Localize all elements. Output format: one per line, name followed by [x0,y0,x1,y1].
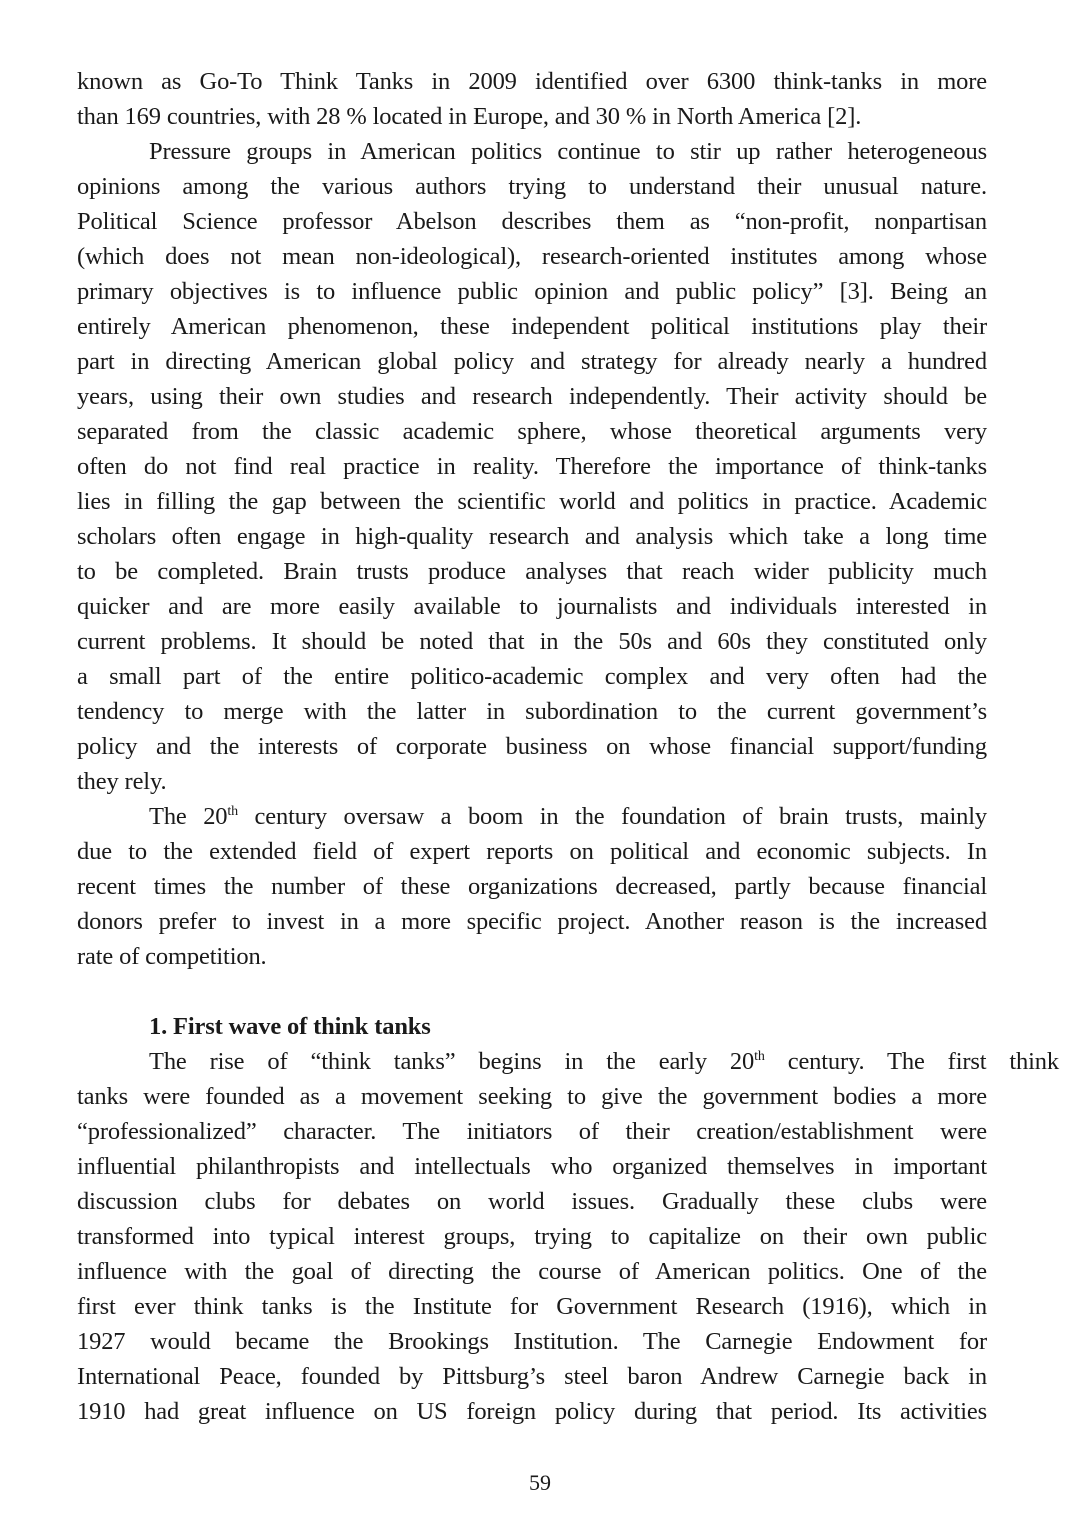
superscript: th [227,804,238,819]
text-line: due to the extended field of expert reports on political and economic subjects. In [77,838,987,865]
text-line: than 169 countries, with 28 % located in Europe, and 30 % in North America [2]. [77,103,862,130]
superscript: th [754,1049,765,1064]
text-line: (which does not mean non-ideological), research-oriented institutes among whose [77,243,987,270]
text-line: “professionalized” character. The initiators of their creation/establishment were [77,1118,987,1145]
text-line: recent times the number of these organizations decreased, partly because financial [77,873,987,900]
text-line: discussion clubs for debates on world issues. Gradually these clubs were [77,1188,987,1215]
text-line: Political Science professor Abelson describes them as “non-profit, nonpartisan [77,208,987,235]
text-line: influence with the goal of directing the course of American politics. One of the [77,1258,987,1285]
text-line: transformed into typical interest groups, trying to capitalize on their own public [77,1223,987,1250]
text-line: known as Go-To Think Tanks in 2009 identified over 6300 think-tanks in more [77,68,987,95]
paragraph-first-line [77,799,987,834]
text-fragment: The 20 [149,803,228,830]
text-line: a small part of the entire politico-academic complex and very often had the [77,663,987,690]
text-line: 1927 would became the Brookings Institution. The Carnegie Endowment for [77,1328,987,1355]
text-line: tanks were founded as a movement seeking to give the government bodies a more [77,1083,987,1110]
text-line: to be completed. Brain trusts produce analyses that reach wider publicity much [77,558,987,585]
paragraph-first-line: Pressure groups in American politics continue to stir up rather heterogeneous [149,138,987,165]
text-line: they rely. [77,768,167,795]
text-line: tendency to merge with the latter in subordination to the current government’s [77,698,987,725]
text-line: influential philanthropists and intellectuals who organized themselves in important [77,1153,987,1180]
text-line: donors prefer to invest in a more specific project. Another reason is the increased [77,908,987,935]
text-line: scholars often engage in high-quality research and analysis which take a long time [77,523,987,550]
text-line: policy and the interests of corporate business on whose financial support/funding [77,733,987,760]
page-number: 59 [529,1470,551,1495]
text-line: International Peace, founded by Pittsburg’s steel baron Andrew Carnegie back in [77,1363,987,1390]
text-line: lies in filling the gap between the scientific world and politics in practice. Academic [77,488,987,515]
text-line: separated from the classic academic sphere, whose theoretical arguments very [77,418,987,445]
text-line: current problems. It should be noted that in the 50s and 60s they constituted only [77,628,987,655]
text-line: primary objectives is to influence public opinion and public policy” [3]. Being an [77,278,987,305]
document-page [77,64,1060,1429]
text-fragment: The rise of “think tanks” begins in the early 20 [148,1048,755,1075]
text-line: quicker and are more easily available to journalists and individuals interested in [77,593,987,620]
blank-line [77,974,987,1009]
text-line: often do not find real practice in reality. Therefore the importance of think-tanks [77,453,987,480]
text-fragment: century. The first think [764,1048,1060,1075]
text-fragment: century oversaw a boom in the foundation of brain trusts, mainly [238,803,987,830]
text-line: part in directing American global policy and strategy for already nearly a hundred [77,348,987,375]
text-line: entirely American phenomenon, these independent political institutions play their [77,313,987,340]
text-line: years, using their own studies and research independently. Their activity should be [77,383,987,410]
text-line: first ever think tanks is the Institute for Government Research (1916), which in [77,1293,987,1320]
text-line: rate of competition. [77,943,267,970]
text-line: opinions among the various authors trying to understand their unusual nature. [77,173,987,200]
paragraph-first-line [77,1044,1059,1079]
section-heading: 1. First wave of think tanks [149,1013,431,1040]
text-line: 1910 had great influence on US foreign policy during that period. Its activities [77,1398,987,1425]
